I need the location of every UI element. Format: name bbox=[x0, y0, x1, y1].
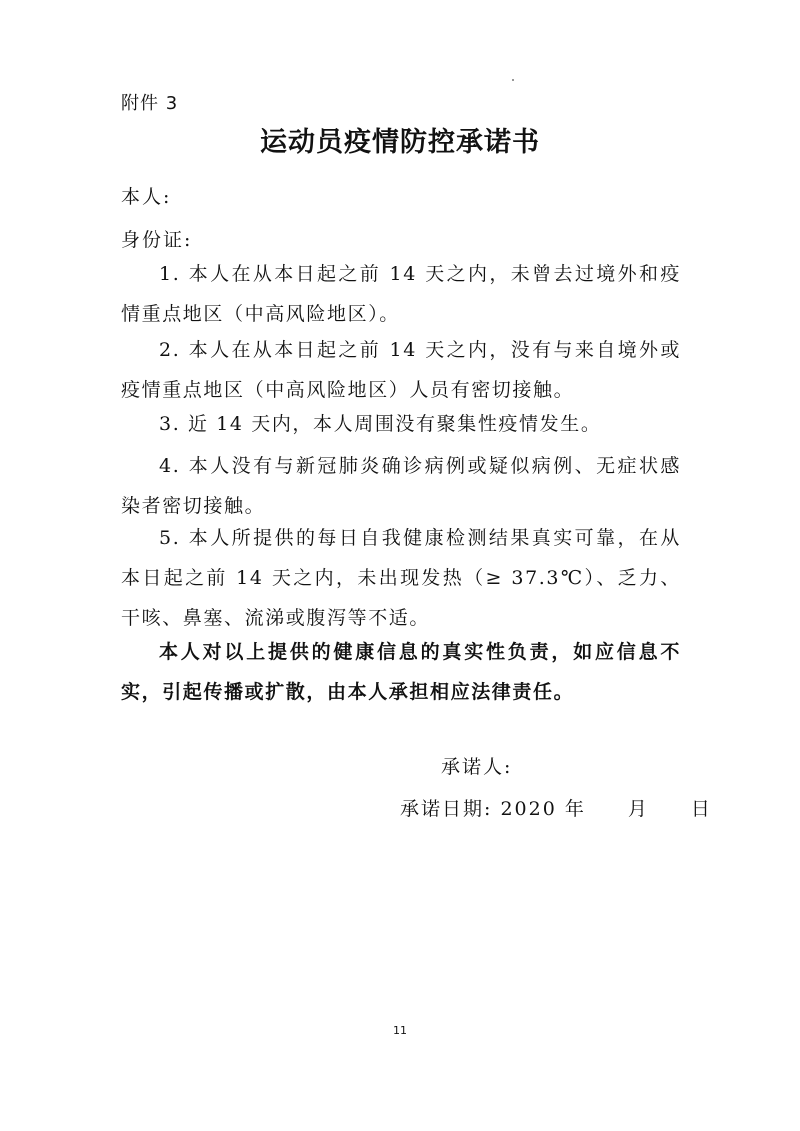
attachment-label: 附件 3 bbox=[121, 93, 179, 114]
document-title: 运动员疫情防控承诺书 bbox=[260, 127, 540, 158]
commitment-item-4: 4. 本人没有与新冠肺炎确诊病例或疑似病例、无症状感染者密切接触。 bbox=[121, 455, 681, 517]
commitment-item-5: 5. 本人所提供的每日自我健康检测结果真实可靠，在从本日起之前 14 天之内，未出现发热（≥ 37.3℃）、乏力、干咳、鼻塞、流涕或腹泻等不适。 bbox=[121, 527, 681, 629]
scan-speck bbox=[512, 79, 514, 81]
promise-date-label: 承诺日期: 2020 年 月 日 bbox=[400, 798, 712, 820]
promisor-signature-label: 承诺人: bbox=[441, 756, 513, 778]
responsibility-declaration: 本人对以上提供的健康信息的真实性负责，如应信息不实，引起传播或扩散，由本人承担相应法律责任。 bbox=[121, 641, 681, 703]
name-field-label: 本人: bbox=[121, 186, 172, 208]
commitment-item-2: 2. 本人在从本日起之前 14 天之内，没有与来自境外或疫情重点地区（中高风险地区）人员有密切接触。 bbox=[121, 339, 681, 401]
page-number: 11 bbox=[393, 1024, 407, 1037]
id-card-field-label: 身份证: bbox=[121, 229, 193, 251]
commitment-item-1: 1. 本人在从本日起之前 14 天之内，未曾去过境外和疫情重点地区（中高风险地区）。 bbox=[121, 263, 681, 325]
commitment-item-3: 3. 近 14 天内，本人周围没有聚集性疫情发生。 bbox=[159, 413, 602, 435]
